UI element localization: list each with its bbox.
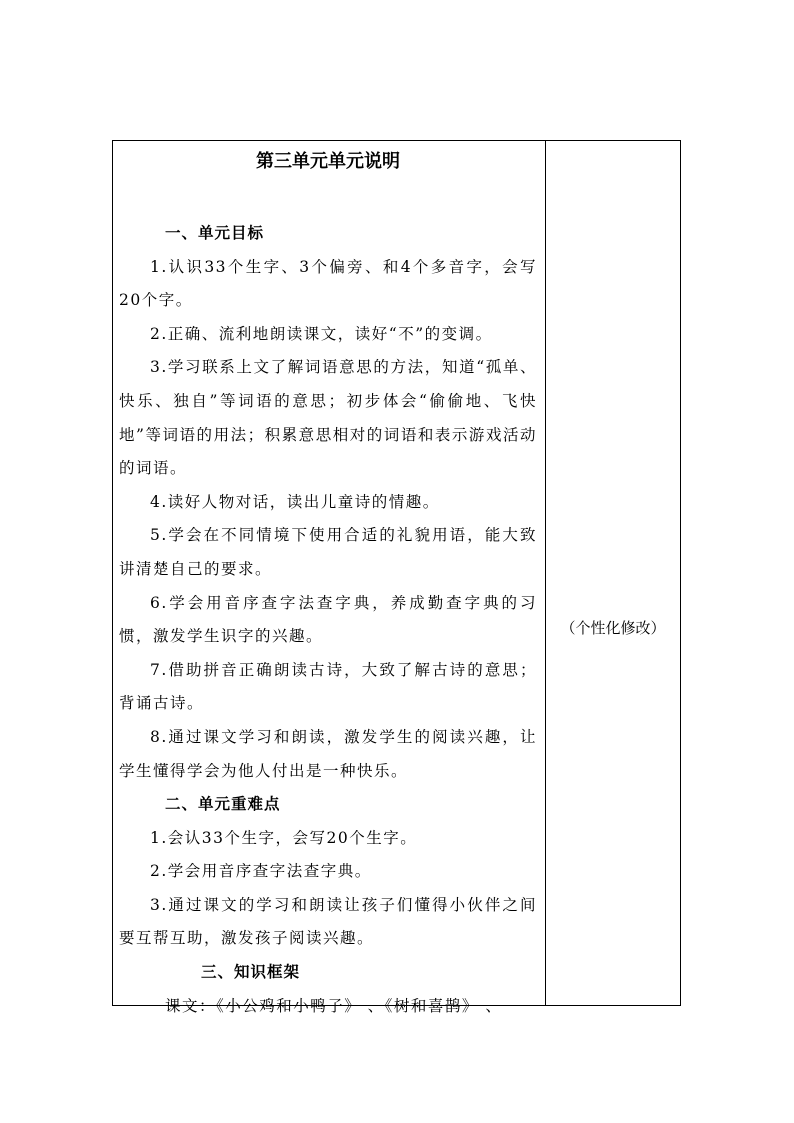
lesson-list-line: 课文：《小公鸡和小鸭子》 、《树和喜鹊》 、: [165, 996, 503, 1015]
goal-item-8: 8.通过课文学习和朗读，激发学生的阅读兴趣，让学生懂得学会为他人付出是一种快乐。: [119, 727, 537, 780]
key-point-item-2: 2.学会用音序查字法查字典。: [150, 862, 372, 881]
goal-item-7: 7.借助拼音正确朗读古诗，大致了解古诗的意思；背诵古诗。: [119, 660, 537, 713]
goal-item-2: 2.正确、流利地朗读课文，读好“不”的变调。: [150, 324, 493, 343]
side-note-cell: [546, 141, 680, 1005]
section-heading-framework: 三、知识框架: [201, 963, 301, 982]
goal-item-1: 1.认识33个生字、3个偏旁、和4个多音字，会写20个字。: [119, 257, 537, 310]
section-heading-goals: 一、单元目标: [165, 224, 265, 242]
key-point-item-1: 1.会认33个生字，会写20个生字。: [150, 828, 418, 847]
content-body: [119, 217, 537, 1023]
document-table: [112, 140, 681, 1015]
goal-item-6: 6.学会用音序查字法查字典，养成勤查字典的习惯，激发学生识字的兴趣。: [119, 593, 537, 646]
section-heading-key-points: 二、单元重难点: [165, 795, 281, 814]
goal-item-5: 5.学会在不同情境下使用合适的礼貌用语，能大致讲清楚自己的要求。: [119, 526, 537, 578]
key-point-item-3: 3.通过课文的学习和朗读让孩子们懂得小伙伴之间要互帮互助，激发孩子阅读兴趣。: [119, 895, 537, 948]
page-title: 第三单元单元说明: [256, 151, 400, 172]
goal-item-3: 3.学习联系上文了解词语意思的方法，知道“孤单、快乐、独自”等词语的意思；初步体会“偷偷地、飞快地”等词语的用法；积累意思相对的词语和表示游戏活动的词语。: [119, 358, 537, 478]
main-content-cell: [113, 141, 546, 1015]
goal-item-4: 4.读好人物对话，读出儿童诗的情趣。: [150, 492, 440, 511]
personalization-note: （个性化修改）: [560, 619, 666, 637]
